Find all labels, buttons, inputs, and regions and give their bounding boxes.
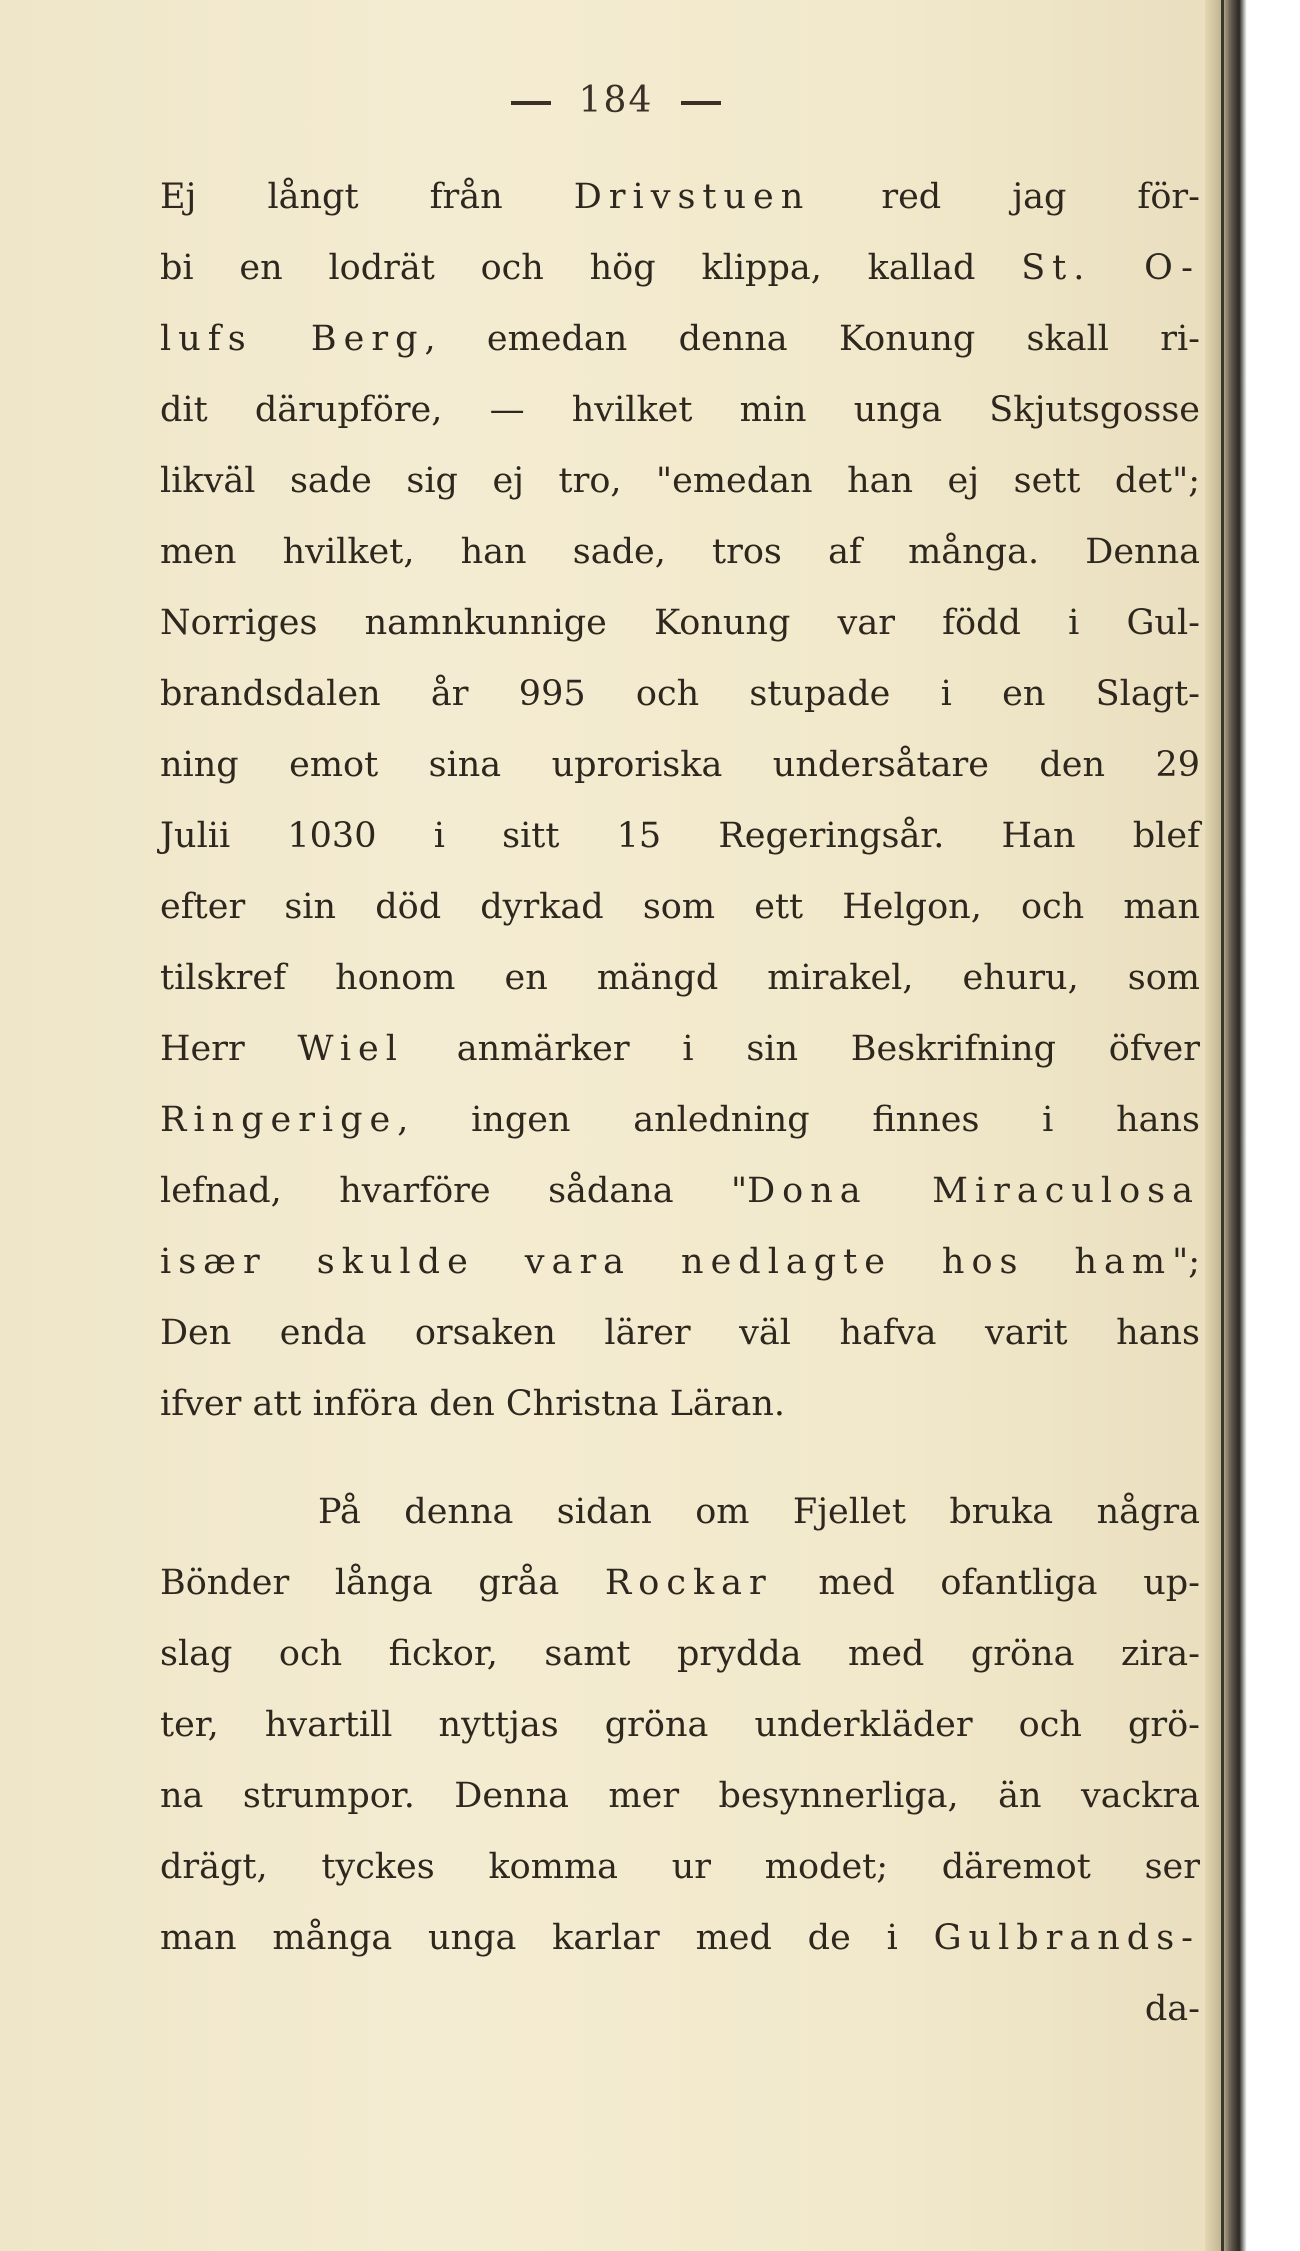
header-dash-right [681, 101, 721, 105]
paragraph-1 [160, 162, 1200, 1440]
text-line [160, 588, 1200, 659]
text-line [160, 659, 1200, 730]
text-span-spaced: især skulde vara nedlagte hos ham [160, 1242, 1173, 1282]
text-span: med ofantliga up- [772, 1563, 1200, 1603]
text-span: tilskref honom en mängd mirakel, ehuru, som [160, 958, 1200, 998]
text-line [160, 304, 1200, 375]
text-span-spaced: Gulbrands- [933, 1918, 1200, 1958]
text-line [160, 1619, 1200, 1690]
text-span: Bönder långa gråa [160, 1563, 605, 1603]
text-span: brandsdalen år 995 och stupade i en Slagt- [160, 674, 1200, 714]
text-span-spaced: Dona Miraculosa [747, 1171, 1200, 1211]
text-span: slag och fickor, samt prydda med gröna zira- [160, 1634, 1200, 1674]
page-header [0, 80, 1232, 121]
text-span: lefnad, hvarföre sådana " [160, 1171, 748, 1211]
text-span: Den enda orsaken lärer väl hafva varit hans [160, 1313, 1200, 1353]
text-line [160, 1085, 1200, 1156]
text-line [160, 1156, 1200, 1227]
text-span-spaced: Ringerige [160, 1100, 398, 1140]
text-line [160, 1690, 1200, 1761]
text-line [160, 730, 1200, 801]
text-line [160, 1761, 1200, 1832]
text-span: På denna sidan om Fjellet bruka några [318, 1492, 1200, 1532]
text-span-spaced: Rockar [604, 1563, 773, 1603]
text-span: efter sin död dyrkad som ett Helgon, och man [160, 887, 1200, 927]
header-dash-left [511, 101, 551, 105]
text-line [160, 943, 1200, 1014]
text-line [160, 1832, 1200, 1903]
catchword: da- [1144, 1989, 1200, 2029]
text-span: red jag för- [810, 177, 1200, 217]
text-line [160, 1014, 1200, 1085]
page-edge-line [1221, 0, 1224, 2251]
text-span: bi en lodrät och hög klippa, kallad [160, 248, 1022, 288]
book-spine-shadow [1205, 0, 1300, 2251]
text-span: ter, hvartill nyttjas gröna underkläder och grö- [160, 1705, 1200, 1745]
page-edge-line-secondary [1229, 0, 1231, 2251]
text-span: man många unga karlar med de i [160, 1918, 934, 1958]
text-span: , ingen anledning finnes i hans [397, 1100, 1200, 1140]
text-span: dit därupföre, — hvilket min unga Skjutsgosse [160, 390, 1200, 430]
text-line [160, 801, 1200, 872]
page-number: 184 [578, 80, 654, 121]
text-span-spaced: Drivstuen [573, 177, 811, 217]
text-span: Herr [160, 1029, 298, 1069]
text-line [160, 1548, 1200, 1619]
text-line [160, 1477, 1200, 1548]
body-text [160, 162, 1200, 2045]
text-span: drägt, tyckes komma ur modet; däremot ser [160, 1847, 1200, 1887]
text-line [160, 1298, 1200, 1369]
paragraph-2 [160, 1477, 1200, 1974]
text-span: Julii 1030 i sitt 15 Regeringsår. Han blef [160, 816, 1200, 856]
text-span: ning emot sina uproriska undersåtare den 29 [160, 745, 1200, 785]
text-line [160, 1903, 1200, 1974]
text-line [160, 162, 1200, 233]
text-span: likväl sade sig ej tro, "emedan han ej sett det"; [160, 461, 1200, 501]
text-line [160, 517, 1200, 588]
text-line [160, 446, 1200, 517]
text-span: na strumpor. Denna mer besynnerliga, än vackra [160, 1776, 1200, 1816]
text-span: men hvilket, han sade, tros af många. Denna [160, 532, 1200, 572]
text-line [160, 375, 1200, 446]
text-line [160, 1369, 1200, 1440]
text-span-spaced: Wiel [297, 1029, 404, 1069]
text-line [160, 872, 1200, 943]
text-span: Norriges namnkunnige Konung var född i Gul- [160, 603, 1200, 643]
text-span: ifver att införa den Christna Läran. [160, 1384, 786, 1424]
text-line [160, 233, 1200, 304]
text-span: , emedan denna Konung skall ri- [424, 319, 1200, 359]
text-span-spaced: St. O- [1021, 248, 1200, 288]
text-span: anmärker i sin Beskrifning öfver [403, 1029, 1200, 1069]
text-span-spaced: lufs Berg [160, 319, 425, 359]
paragraph-gap [160, 1440, 1200, 1477]
text-line [160, 1227, 1200, 1298]
text-span: "; [1172, 1242, 1200, 1282]
text-span: Ej långt från [160, 177, 574, 217]
